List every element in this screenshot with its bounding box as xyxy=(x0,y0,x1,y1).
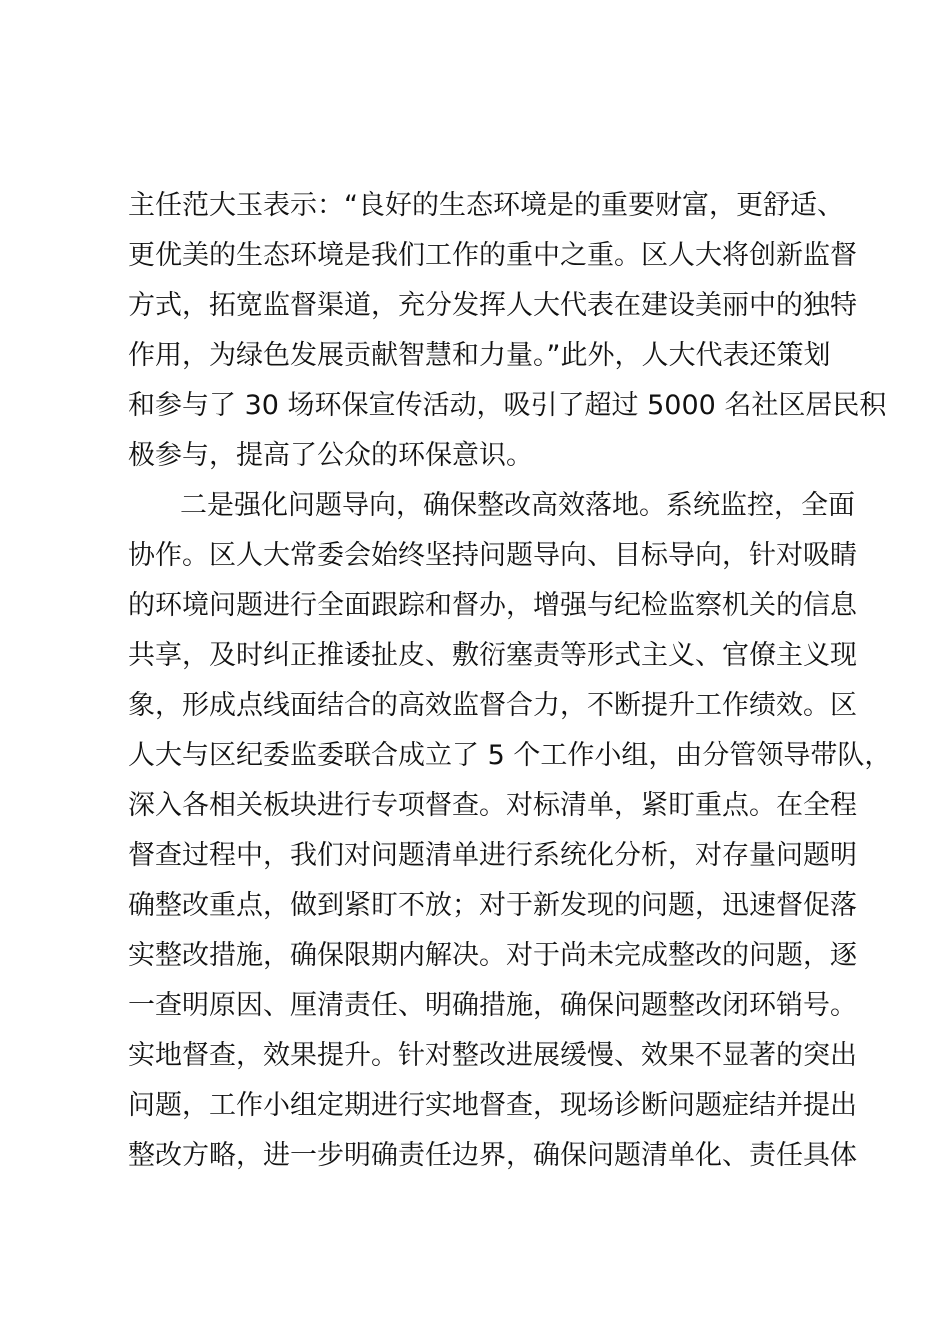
body-text xyxy=(128,181,892,1181)
text-line: 更优美的生态环境是我们工作的重中之重。区人大将创新监督 xyxy=(128,240,857,271)
text-line: 和参与了 30 场环保宣传活动，吸引了超过 5000 名社区居民积 xyxy=(128,390,887,421)
text-line: 实整改措施，确保限期内解决。对于尚未完成整改的问题，逐 xyxy=(128,940,857,971)
text-line: 协作。区人大常委会始终坚持问题导向、目标导向，针对吸睛 xyxy=(128,540,857,571)
text-line: 作用，为绿色发展贡献智慧和力量。”此外，人大代表还策划 xyxy=(128,340,831,371)
text-line: 方式，拓宽监督渠道，充分发挥人大代表在建设美丽中的独特 xyxy=(128,290,857,321)
text-line: 极参与，提高了公众的环保意识。 xyxy=(128,440,533,471)
text-line: 人大与区纪委监委联合成立了 5 个工作小组，由分管领导带队， xyxy=(128,740,892,771)
text-line: 确整改重点，做到紧盯不放；对于新发现的问题，迅速督促落 xyxy=(128,890,857,921)
text-line: 的环境问题进行全面跟踪和督办，增强与纪检监察机关的信息 xyxy=(128,590,857,621)
text-line: 象，形成点线面结合的高效监督合力，不断提升工作绩效。区 xyxy=(128,690,857,721)
text-line: 共享，及时纠正推诿扯皮、敷衍塞责等形式主义、官僚主义现 xyxy=(128,640,857,671)
text-line: 问题，工作小组定期进行实地督查，现场诊断问题症结并提出 xyxy=(128,1090,857,1121)
paragraph-first-line: 二是强化问题导向，确保整改高效落地。系统监控，全面 xyxy=(180,490,855,521)
text-line: 一查明原因、厘清责任、明确措施，确保问题整改闭环销号。 xyxy=(128,990,857,1021)
text-line: 实地督查，效果提升。针对整改进展缓慢、效果不显著的突出 xyxy=(128,1040,857,1071)
text-line: 整改方略，进一步明确责任边界，确保问题清单化、责任具体 xyxy=(128,1140,857,1171)
text-line: 主任范大玉表示：“良好的生态环境是的重要财富，更舒适、 xyxy=(128,190,844,221)
text-line: 督查过程中，我们对问题清单进行系统化分析，对存量问题明 xyxy=(128,840,857,871)
text-line: 深入各相关板块进行专项督查。对标清单，紧盯重点。在全程 xyxy=(128,790,857,821)
